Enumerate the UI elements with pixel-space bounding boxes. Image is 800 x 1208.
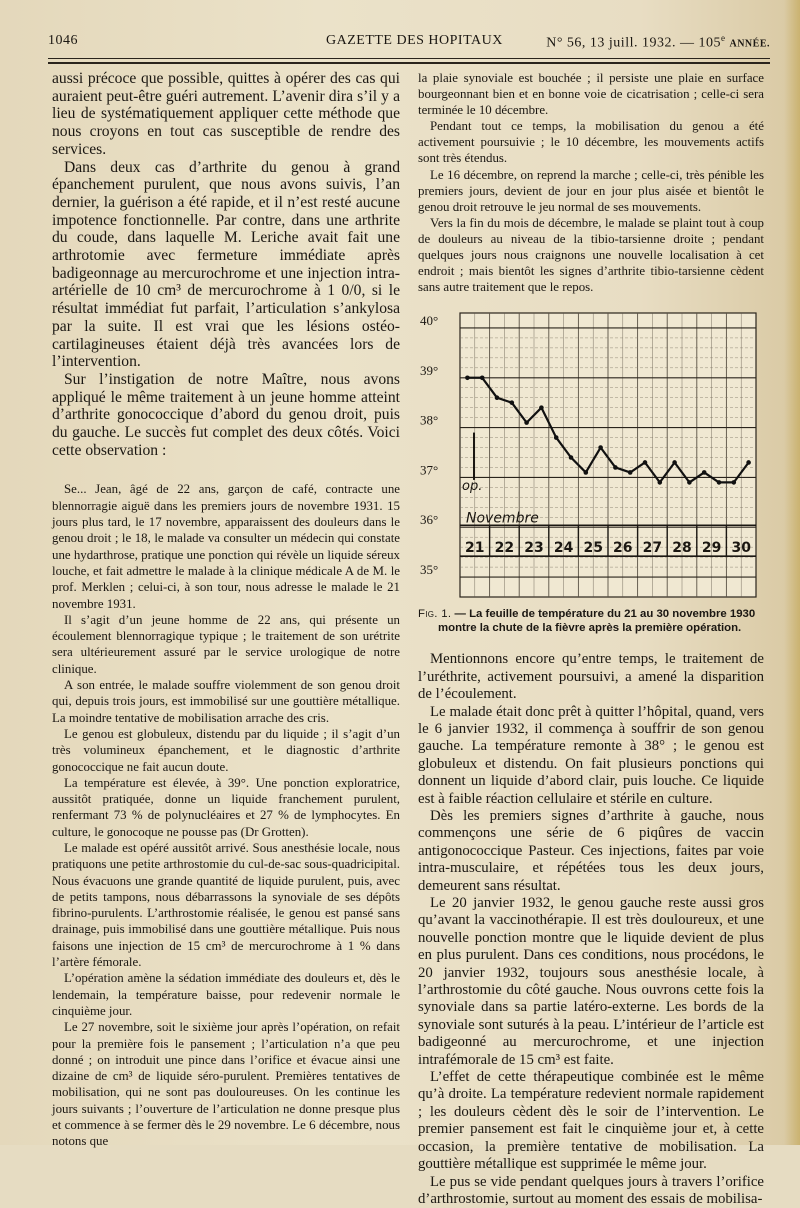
obs-paragraph: La température est élevée, à 39°. Une ponction exploratrice, aussitôt pratiquée, donne un liquide franchement purulent, renfermant 73 % de polynucléaires et 27 % de lymphocytes. En culture, le gonocoque ne pousse pas (Dr Grotten).	[52, 775, 400, 840]
temperature-point	[672, 460, 677, 465]
paragraph: Pendant tout ce temps, la mobilisation du genou a été activement poursuivie ; le 10 décembre, les mouvements actifs sont très étendus.	[418, 118, 764, 166]
temperature-point	[510, 401, 515, 406]
temperature-chart	[418, 305, 764, 605]
issue-annee: ANNÉE.	[729, 39, 770, 50]
paragraph: Le 20 janvier 1932, le genou gauche reste aussi gros qu’avant la vaccinothérapie. Il est très douloureux, et une nouvelle ponction montre que le liquide devient de plus en plus purulent. Dans ces conditions, nous procédons, le 20 janvier 1932, toujours sous anesthésie locale, à l’arthrostomie du côté gauche. Nous ouvrons cette fois la synoviale dans sa partie latéro-externe. Les bords de la synoviale sont suturés à la peau. L’intérieur de l’article est badigeonné au mercurochrome, et une injection intrafémorale de 15 cm³ est faite.	[418, 895, 764, 1069]
paragraph: Le 16 décembre, on reprend la marche ; celle-ci, très pénible les premiers jours, devient de jour en jour plus aisée et bientôt le genou droit retrouve le jeu normal de ses mouvements.	[418, 167, 764, 215]
paragraph: Le malade était donc prêt à quitter l’hôpital, quand, vers le 6 janvier 1932, il commença à souffrir de son genou gauche. La température remonte à 38° ; le genou est globuleux et distendu. On fait plusieurs ponctions qui donnent un liquide d’abord clair, puis louche. Ce liquide est à faible réaction cellulaire et stérile en culture.	[418, 704, 764, 808]
y-tick-label: 39°	[420, 363, 438, 378]
caption-line-1: — La feuille de température du 21 au 30 novembre 1930	[455, 608, 756, 620]
y-tick-label: 40°	[420, 313, 438, 328]
caption-label: Fig. 1.	[418, 608, 451, 620]
handwritten-day: 22	[495, 540, 514, 556]
header-rule-thick	[48, 62, 770, 64]
temperature-point	[613, 465, 618, 470]
left-column	[52, 70, 400, 1150]
y-tick-label: 36°	[420, 513, 438, 528]
handwritten-day: 26	[613, 540, 632, 556]
temperature-point	[598, 446, 603, 451]
figure-caption	[418, 607, 764, 635]
running-header	[48, 33, 770, 55]
paragraph: Le pus se vide pendant quelques jours à travers l’orifice d’arthrostomie, surtout au moment des essais de mobilisa-	[418, 1174, 764, 1208]
y-tick-label: 37°	[420, 463, 438, 478]
handwritten-day: 29	[702, 540, 721, 556]
temperature-point	[643, 460, 648, 465]
paragraph: Dans deux cas d’arthrite du genou à grand épanchement purulent, que nous avons suivis, l’an dernier, la guérison a été rapide, et il n’est resté aucune impotence fonctionnelle. Par contre, dans une arthrite du coude, dans laquelle M. Leriche avait fait une arthrotomie avec fermeture immédiate après badigeonnage au mercurochrome et une injection intra-artérielle de 10 cm³ de mercurochrome à 1 0/0, si le résultat immédiat fut parfait, l’articulation s’ankylosa par la suite. Il est vrai que les lésions ostéo-cartilagineuses étaient déjà très avancées lors de l’intervention.	[52, 159, 400, 371]
observation-text	[52, 481, 400, 1149]
right-bottom-text	[418, 651, 764, 1208]
handwritten-op: op.	[462, 479, 482, 494]
obs-paragraph: Le 27 novembre, soit le sixième jour après l’opération, on refait pour la première fois le pansement ; l’articulation n’a que peu donné ; on introduit une pince dans l’orifice et évacue ainsi une dizaine de cm³ de liquide séro-purulent. Premières tentatives de mobilisation, qui ne sont pas douloureuses. On les continue les jours suivants ; l’ouverture de l’articulation ne donne presque plus et commence à se fermer dès le 29 novembre. Le 6 décembre, nous notons que	[52, 1019, 400, 1149]
temperature-point	[746, 460, 751, 465]
handwritten-day: 23	[524, 540, 543, 556]
y-tick-label: 38°	[420, 413, 438, 428]
issue-sup: e	[721, 33, 726, 43]
temperature-point	[495, 396, 500, 401]
temperature-point	[584, 470, 589, 475]
temperature-point	[554, 436, 559, 441]
temperature-point	[465, 376, 470, 381]
temperature-point	[702, 470, 707, 475]
temperature-point	[717, 480, 722, 485]
handwritten-day: 28	[672, 540, 691, 556]
intro-text	[52, 70, 400, 459]
obs-paragraph: L’opération amène la sédation immédiate des douleurs et, dès le lendemain, la température baisse, pour redevenir normale le cinquième jour.	[52, 970, 400, 1019]
paragraph: L’effet de cette thérapeutique combinée est le même qu’à droite. La température redevient normale rapidement ; les douleurs cèdent dès le soir de l’intervention. Le premier pansement est fait le cinquième jour et, à cette occasion, la première tentative de mobilisation. La gouttière métallique est supprimée le même jour.	[418, 1069, 764, 1173]
issue-text: N° 56, 13 juill. 1932. — 105	[546, 36, 721, 51]
obs-paragraph: Il s’agit d’un jeune homme de 22 ans, qui présente un écoulement blennorragique typique ; le traitement de son urétrite sera ultérieurement assuré par le service urologique de notre clinique.	[52, 612, 400, 677]
page-edge-shadow	[784, 0, 800, 1145]
journal-title: GAZETTE DES HOPITAUX	[326, 33, 503, 49]
paragraph: la plaie synoviale est bouchée ; il persiste une plaie en surface bourgeonnant bien et en bonne voie de cicatrisation ; celle-ci sera terminée le 10 décembre.	[418, 70, 764, 118]
handwritten-day: 21	[465, 540, 484, 556]
page-number: 1046	[48, 33, 78, 49]
paragraph: Dès les premiers signes d’arthrite à gauche, nous commençons une série de 6 piqûres de vaccin antigonococcique Pasteur. Ces injections, faites par voie intra-musculaire, et répétées tous les deux jours, demeurent sans résultat.	[418, 808, 764, 895]
temperature-point	[524, 421, 529, 426]
handwritten-day: 24	[554, 540, 574, 556]
handwritten-month: Novembre	[466, 511, 539, 527]
handwritten-day: 25	[583, 540, 602, 556]
temperature-point	[569, 456, 574, 461]
temperature-point	[732, 480, 737, 485]
temperature-point	[628, 470, 633, 475]
temperature-point	[480, 376, 485, 381]
obs-paragraph: A son entrée, le malade souffre violemment de son genou droit qui, depuis trois jours, est immobilisé sur une gouttière métallique. La moindre tentative de mobilisation arrache des cris.	[52, 677, 400, 726]
paragraph: aussi précoce que possible, quittes à opérer des cas qui auraient peut-être guéri autrement. L’avenir dira s’il y a lieu de systématiquement appliquer cette méthode que nous croyons en tout cas susceptible de rendre des services.	[52, 70, 400, 159]
paragraph: Mentionnons encore qu’entre temps, le traitement de l’uréthrite, activement poursuivi, a amené la disparition de l’écoulement.	[418, 651, 764, 703]
temperature-point	[687, 480, 692, 485]
temperature-chart-figure	[418, 305, 764, 605]
y-tick-label: 35°	[420, 562, 438, 577]
obs-paragraph: Le genou est globuleux, distendu par du liquide ; il s’agit d’un très volumineux épanchement, et le diagnostic d’arthrite gonococcique ne fait aucun doute.	[52, 726, 400, 775]
caption-line-2: montre la chute de la fièvre après la première opération.	[418, 621, 764, 635]
issue-info	[546, 33, 770, 52]
temperature-point	[658, 480, 663, 485]
obs-paragraph: Se... Jean, âgé de 22 ans, garçon de café, contracte une blennorragie aiguë dans les premiers jours de novembre 1931. 15 jours plus tard, le 17 novembre, apparaissent des douleurs dans le genou droit ; le 18, le malade va consulter un médecin qui constate une hydarthrose, pratique une ponction qui révèle un liquide séreux louche, et fait admettre le malade à la clinique médicale A de M. le prof. Merklen ; celui-ci, à son tour, nous adresse le malade le 21 novembre 1931.	[52, 481, 400, 611]
right-column	[418, 70, 764, 1208]
paragraph: Vers la fin du mois de décembre, le malade se plaint tout à coup de douleurs au niveau de la tibio-tarsienne droite ; pendant quelques jours nous craignons une nouvelle localisation à cet endroit ; mais bientôt les signes d’arthrite tibio-tarsienne cèdent sans autre traitement que le repos.	[418, 215, 764, 295]
obs-paragraph: Le malade est opéré aussitôt arrivé. Sous anesthésie locale, nous pratiquons une petite arthrostomie du cul-de-sac sous-quadricipital. Nous évacuons une grande quantité de liquide purulent, puis, avec de petits tampons, nous débarrassons la synoviale de ses dépôts fibrino-purulents. L’arthrostomie réalisée, le genou est pansé sans drainage, puis immobilisé dans une gouttière métallique. Puis nous faisons une injection de 15 cm³ de mercurochrome à 1 % dans l’artère fémorale.	[52, 840, 400, 970]
right-top-text	[418, 70, 764, 295]
temperature-point	[539, 406, 544, 411]
header-rule	[48, 58, 770, 59]
handwritten-day: 27	[643, 540, 662, 556]
paragraph: Sur l’instigation de notre Maître, nous avons appliqué le même traitement à un jeune homme atteint d’arthrite gonococcique d’abord du genou droit, puis du gauche. Le succès fut complet des deux côtés. Voici cette observation :	[52, 371, 400, 460]
handwritten-day: 30	[731, 540, 751, 556]
